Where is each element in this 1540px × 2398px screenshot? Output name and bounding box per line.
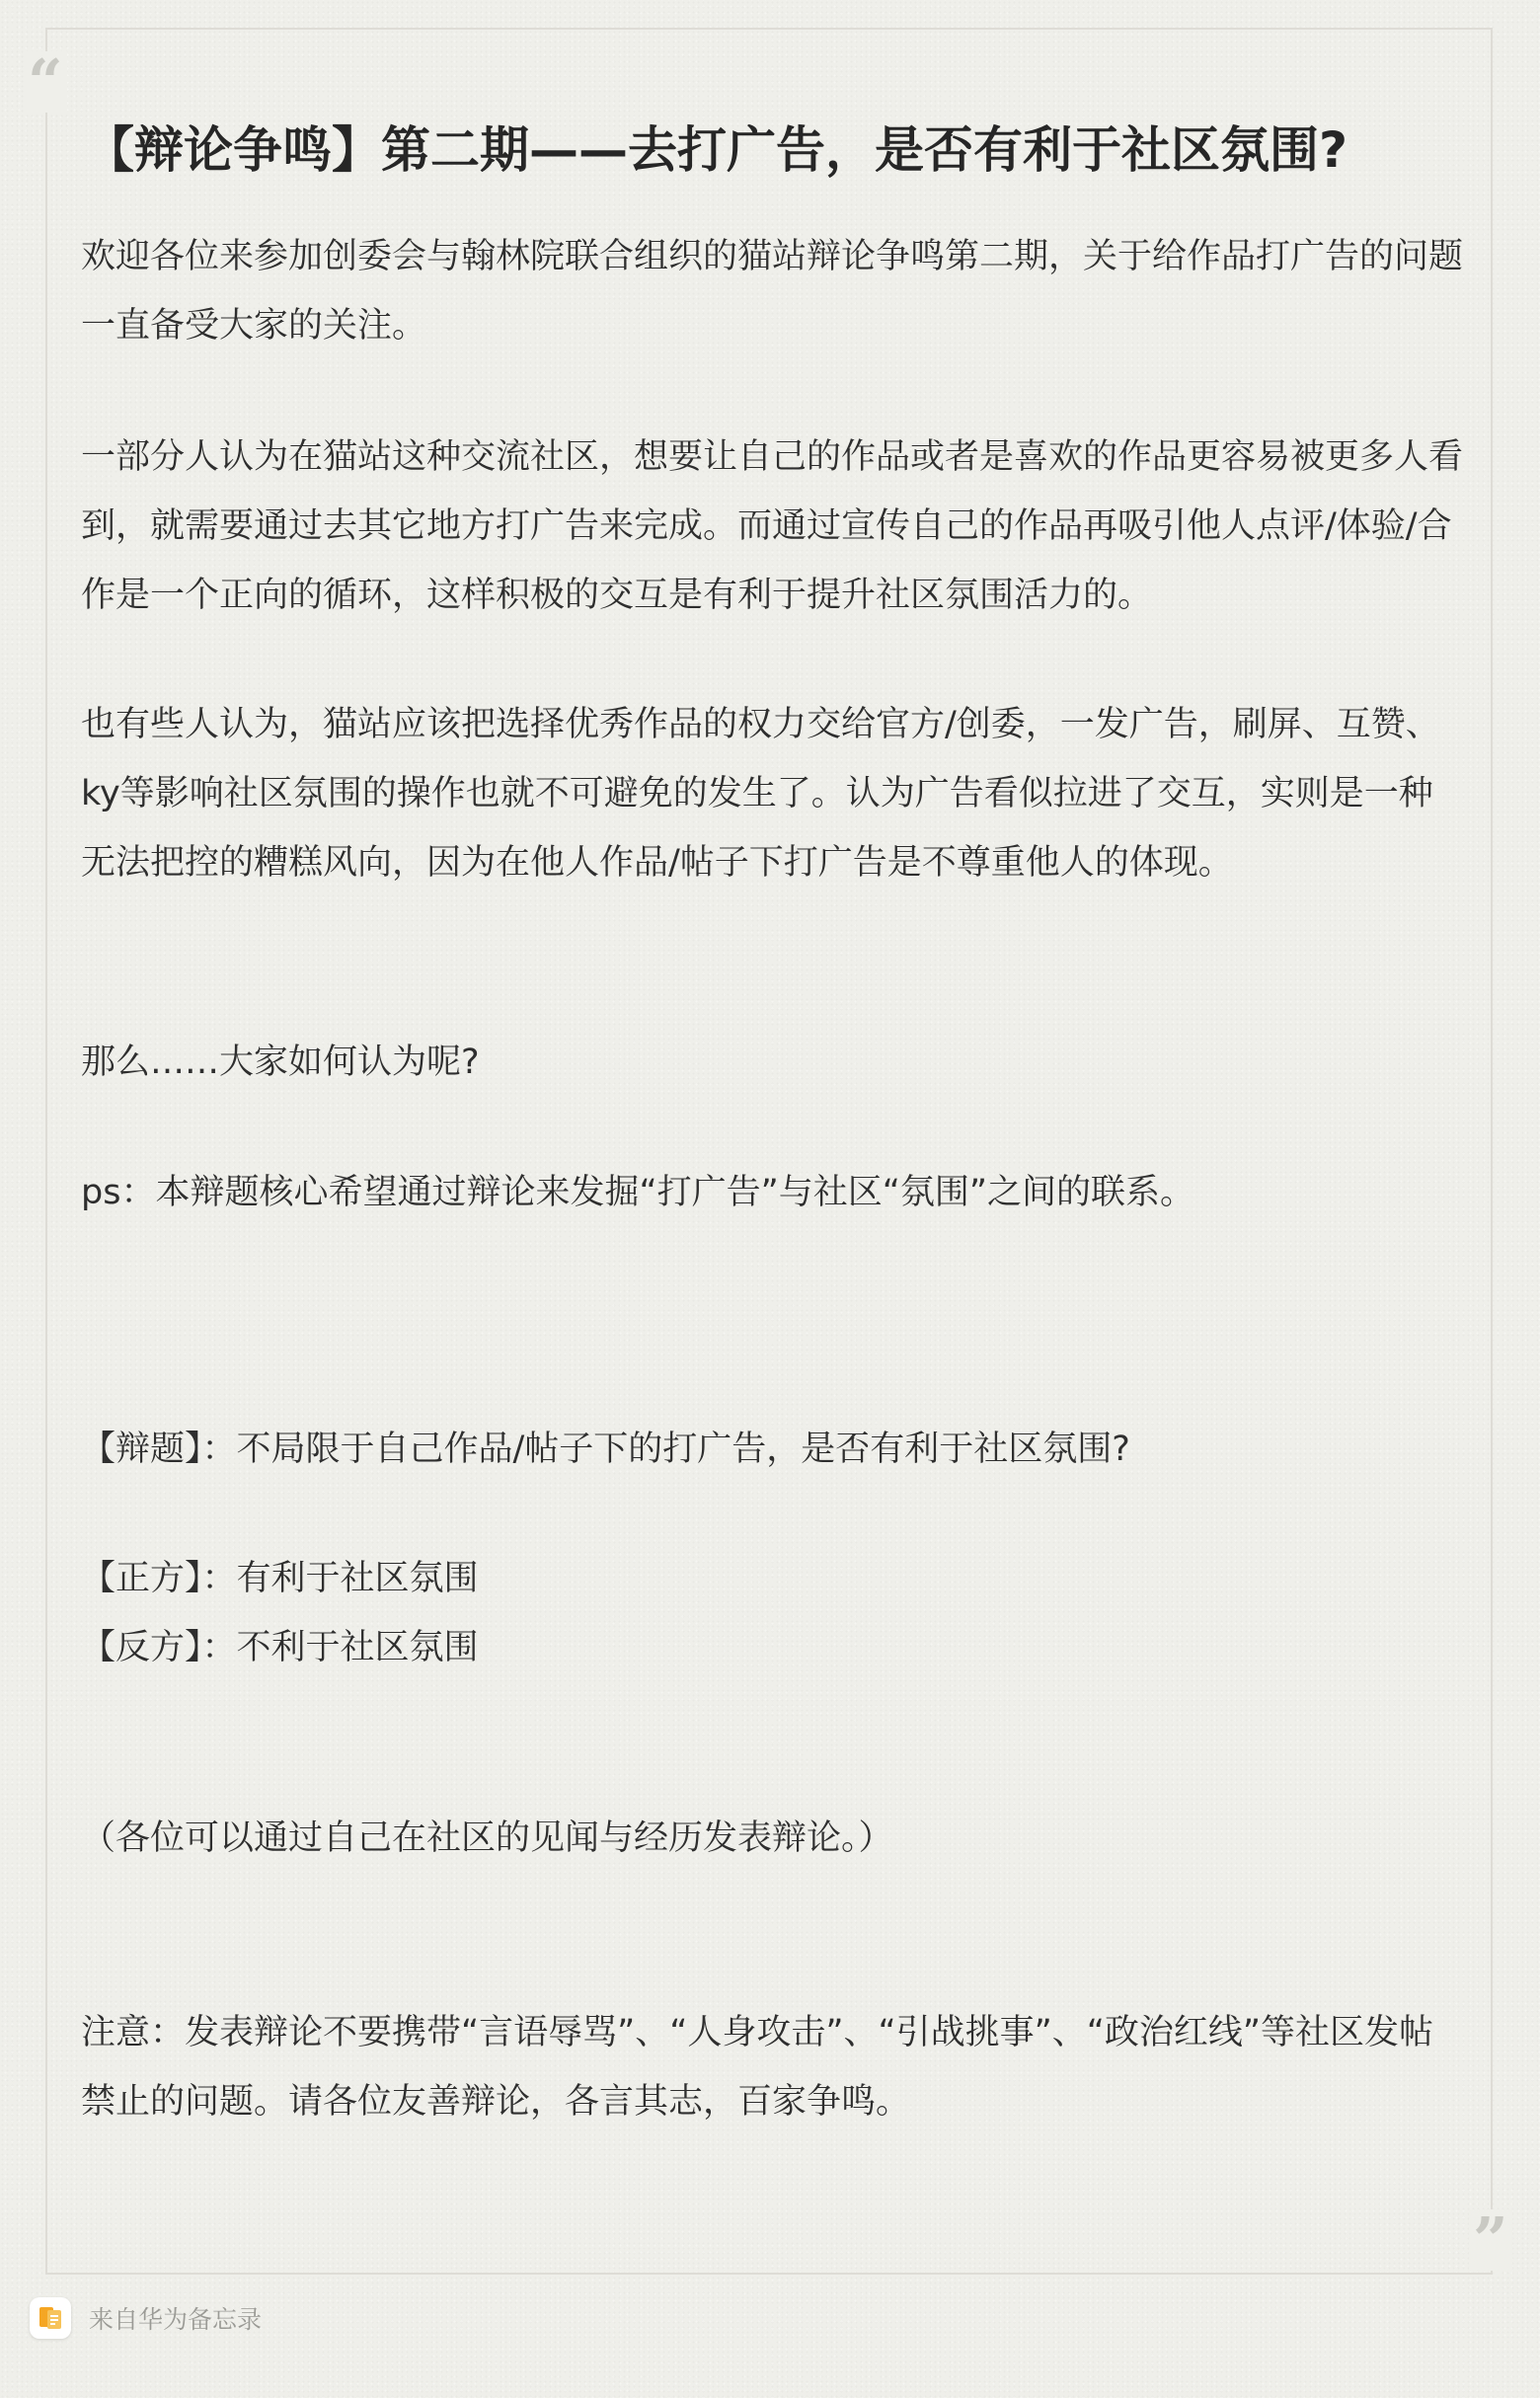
pro-view-paragraph: 一部分人认为在猫站这种交流社区，想要让自己的作品或者是喜欢的作品更容易被更多人看到，就需要通过去其它地方打广告来完成。而通过宣传自己的作品再吸引他人点评/体验/合作是一个正向的循环，这样积极的交互是有利于提升社区氛围活力的。 (81, 437, 1464, 615)
memo-card (45, 28, 1493, 2275)
notice-paragraph: 注意：发表辩论不要携带“言语辱骂”、“人身攻击”、“引战挑事”、“政治红线”等社区发帖禁止的问题。请各位友善辩论，各言其志，百家争鸣。 (81, 2013, 1434, 2122)
footer-source-text: 来自华为备忘录 (89, 2305, 263, 2334)
con-side-label: 【反方】：不利于社区氛围 (81, 1628, 479, 1667)
debate-topic: 【辩题】：不局限于自己作品/帖子下的打广告，是否有利于社区氛围? (81, 1430, 1130, 1469)
footer-source (30, 2296, 262, 2340)
open-quote-mark: “ (24, 51, 67, 113)
intro-paragraph: 欢迎各位来参加创委会与翰林院联合组织的猫站辩论争鸣第二期，关于给作品打广告的问题一直备受大家的关注。 (81, 237, 1464, 346)
question-paragraph: 那么……大家如何认为呢? (81, 1043, 480, 1082)
invite-note: （各位可以通过自己在社区的见闻与经历发表辩论。） (81, 1818, 893, 1858)
ps-note: ps：本辩题核心希望通过辩论来发掘“打广告”与社区“氛围”之间的联系。 (81, 1173, 1194, 1212)
pro-side-label: 【正方】：有利于社区氛围 (81, 1559, 479, 1598)
notes-app-icon (30, 2297, 71, 2339)
con-view-paragraph: 也有些人认为，猫站应该把选择优秀作品的权力交给官方/创委，一发广告，刷屏、互赞、ky等影响社区氛围的操作也就不可避免的发生了。认为广告看似拉进了交互，实则是一种无法把控的糟糕风向，因为在他人作品/帖子下打广告是不尊重他人的体现。 (81, 705, 1440, 883)
page-title: 【辩论争鸣】第二期——去打广告，是否有利于社区氛围? (85, 121, 1348, 179)
close-quote-mark: ” (1469, 2209, 1512, 2271)
